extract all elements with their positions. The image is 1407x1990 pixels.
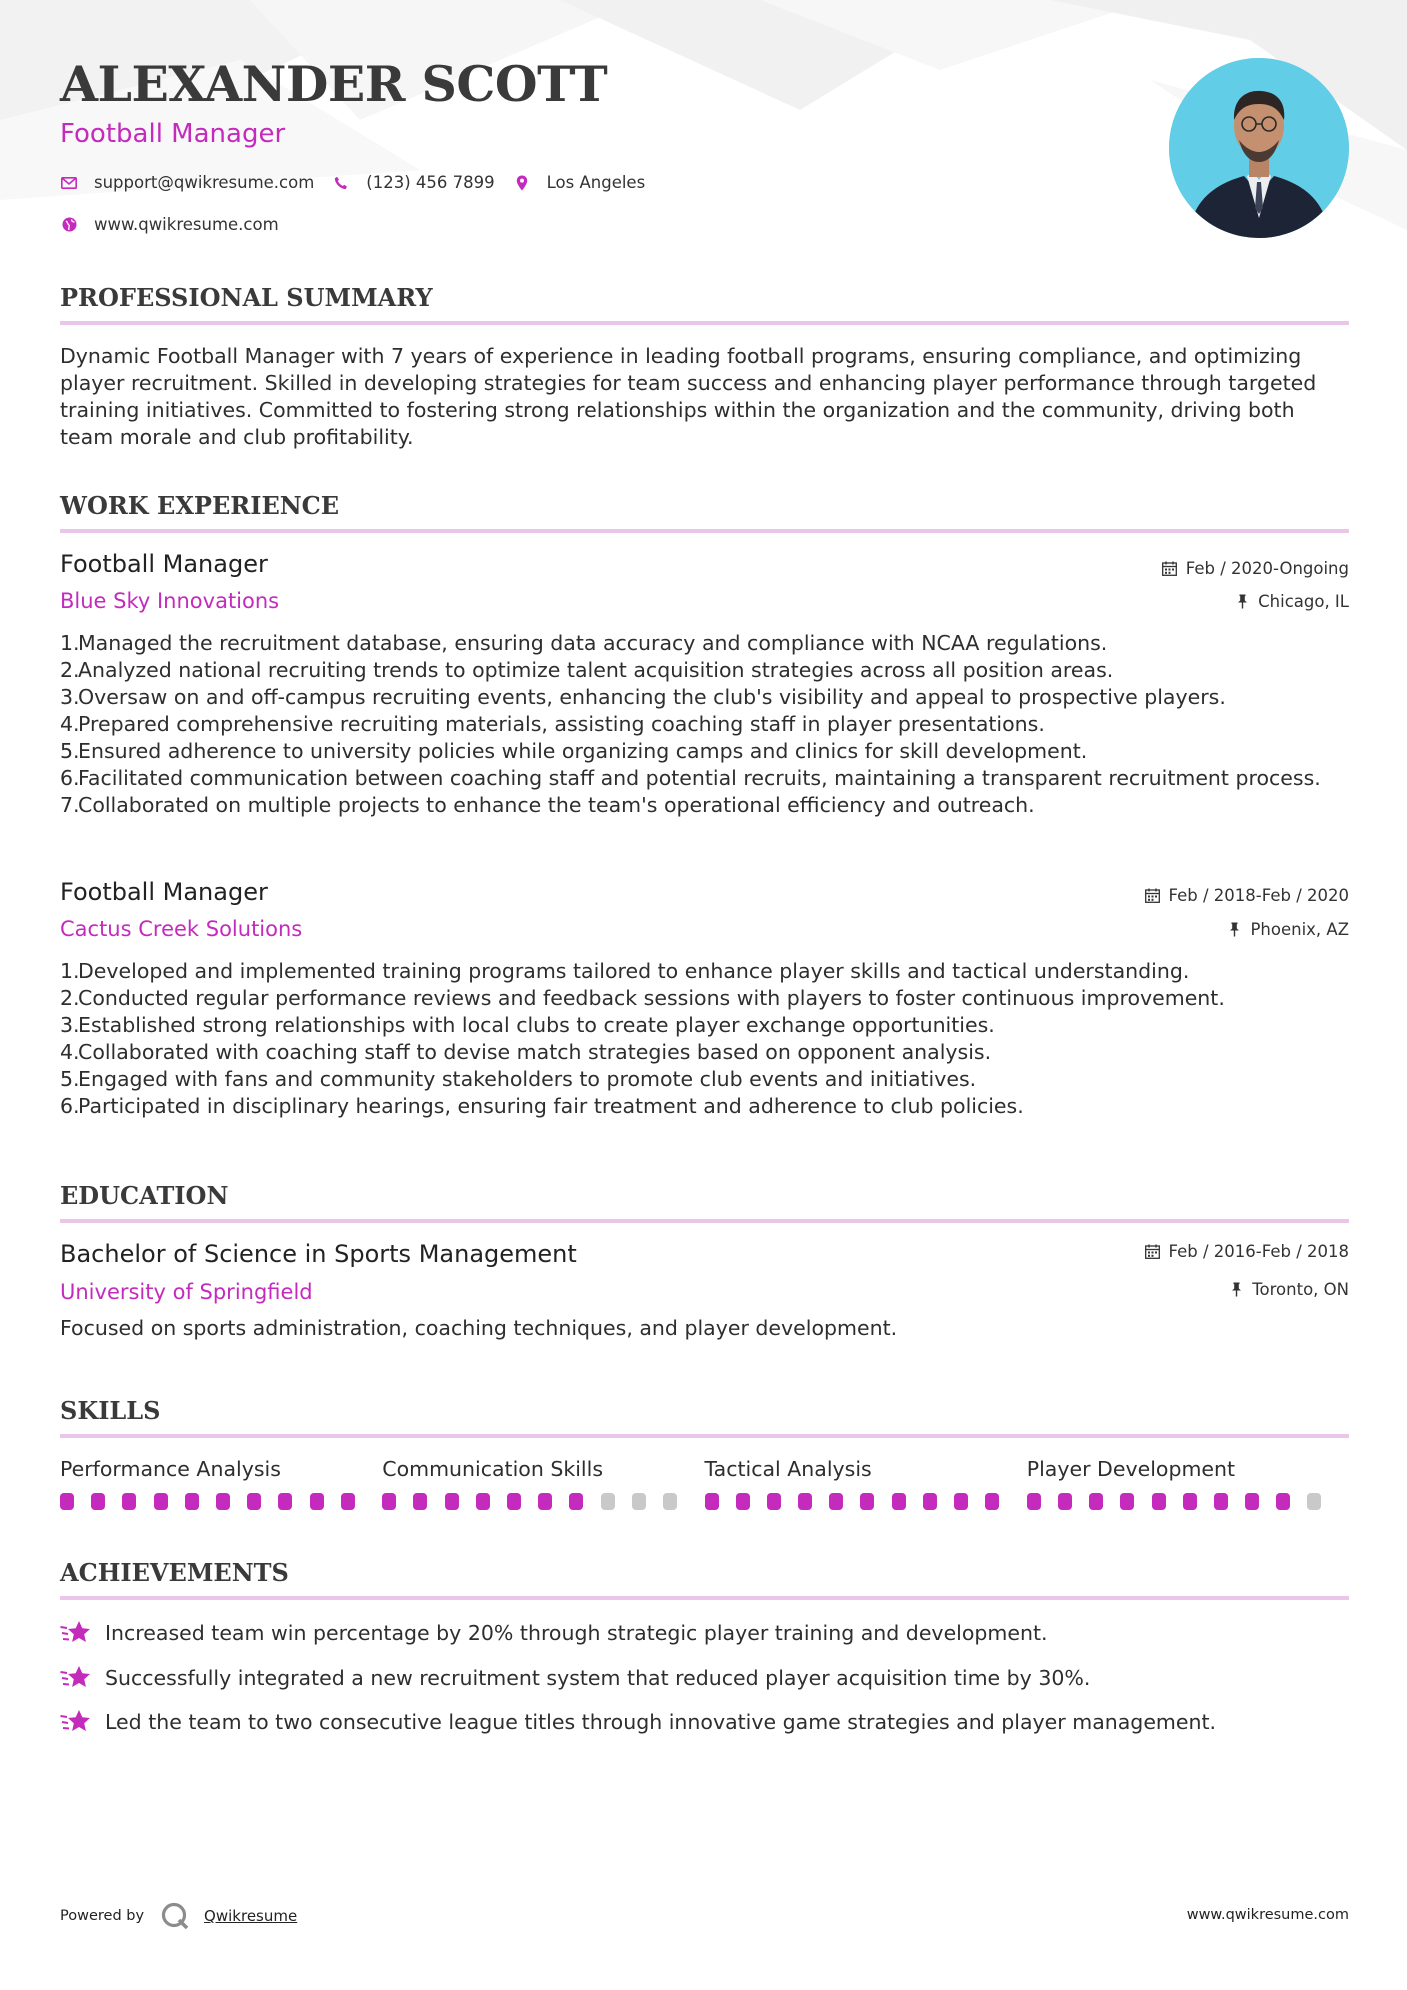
school-name: University of Springfield — [60, 1280, 313, 1304]
skill-dot-filled — [1089, 1493, 1103, 1510]
star-achievement-icon — [60, 1619, 92, 1647]
pushpin-icon — [1228, 1282, 1244, 1298]
education-heading: EDUCATION — [60, 1181, 229, 1210]
job-location — [1226, 920, 1349, 939]
skill-dot-filled — [954, 1493, 968, 1510]
job-company: Cactus Creek Solutions — [60, 917, 303, 941]
education-location — [1228, 1280, 1349, 1299]
job-date-text: Feb / 2018-Feb / 2020 — [1168, 886, 1349, 905]
duty-item: 3. Oversaw on and off-campus recruiting events, enhancing the club's visibility and appeal to prospective players. — [60, 685, 1226, 709]
powered-by-label: Powered by — [60, 1908, 145, 1924]
skill-name: Communication Skills — [382, 1457, 603, 1481]
skill-dot-empty — [663, 1493, 677, 1510]
qwikresume-link[interactable]: Qwikresume — [204, 1907, 298, 1925]
skill-dot-filled — [538, 1493, 552, 1510]
skill-dot-filled — [1214, 1493, 1228, 1510]
skill-dot-filled — [860, 1493, 874, 1510]
skill-dot-filled — [382, 1493, 396, 1510]
job-company: Blue Sky Innovations — [60, 589, 280, 613]
duty-item: 2. Conducted regular performance reviews and feedback sessions with players to foster continuous improvement. — [60, 986, 1225, 1010]
skills-divider — [60, 1434, 1349, 1438]
skill-dot-filled — [892, 1493, 906, 1510]
skill-dot-filled — [278, 1493, 292, 1510]
education-divider — [60, 1219, 1349, 1223]
skill-dot-filled — [476, 1493, 490, 1510]
skill-dot-filled — [1120, 1493, 1134, 1510]
skill-dot-filled — [798, 1493, 812, 1510]
summary-divider — [60, 321, 1349, 325]
pushpin-icon — [1226, 922, 1242, 938]
job-duties — [60, 630, 1349, 819]
skill-dot-filled — [185, 1493, 199, 1510]
job-title: Football Manager — [60, 550, 268, 578]
education-date — [1145, 1242, 1349, 1261]
phone-item[interactable] — [332, 173, 494, 192]
candidate-name: ALEXANDER SCOTT — [60, 55, 608, 113]
skill-dot-filled — [923, 1493, 937, 1510]
globe-icon — [60, 216, 78, 234]
skill-name: Tactical Analysis — [704, 1457, 872, 1481]
calendar-icon — [1145, 1244, 1161, 1260]
candidate-title: Football Manager — [60, 119, 286, 149]
job-date-text: Feb / 2020-Ongoing — [1185, 559, 1349, 578]
education-date-text: Feb / 2016-Feb / 2018 — [1168, 1242, 1349, 1261]
skill-dot-filled — [247, 1493, 261, 1510]
achievement-text: Increased team win percentage by 20% through strategic player training and development. — [105, 1621, 1048, 1645]
achievement-item — [60, 1619, 1048, 1647]
achievements-divider — [60, 1596, 1349, 1600]
skill-rating — [1027, 1493, 1349, 1510]
degree-title: Bachelor of Science in Sports Management — [60, 1240, 577, 1268]
achievement-text: Successfully integrated a new recruitment system that reduced player acquisition time by 30%. — [105, 1666, 1091, 1690]
skill-dot-filled — [216, 1493, 230, 1510]
skill-item — [60, 1457, 382, 1510]
skill-dot-filled — [507, 1493, 521, 1510]
skill-dot-filled — [736, 1493, 750, 1510]
skill-dot-filled — [829, 1493, 843, 1510]
skill-dot-filled — [569, 1493, 583, 1510]
experience-divider — [60, 529, 1349, 533]
duty-item: 6. Participated in disciplinary hearings, ensuring fair treatment and adherence to club policies. — [60, 1094, 1024, 1118]
location-item — [513, 173, 646, 192]
duty-item: 1. Managed the recruitment database, ensuring data accuracy and compliance with NCAA regulations. — [60, 631, 1108, 655]
footer-website[interactable]: www.qwikresume.com — [1186, 1907, 1349, 1923]
phone-icon — [332, 174, 350, 192]
achievement-item — [60, 1708, 1216, 1736]
skill-dot-filled — [1027, 1493, 1041, 1510]
skill-dot-filled — [1152, 1493, 1166, 1510]
skills-grid — [60, 1457, 1349, 1510]
skill-dot-filled — [985, 1493, 999, 1510]
calendar-icon — [1145, 888, 1161, 904]
website-text: www.qwikresume.com — [94, 215, 279, 234]
experience-heading: WORK EXPERIENCE — [60, 491, 340, 520]
skill-dot-filled — [91, 1493, 105, 1510]
job-location-text: Phoenix, AZ — [1250, 920, 1349, 939]
skill-dot-filled — [310, 1493, 324, 1510]
achievement-text: Led the team to two consecutive league titles through innovative game strategies and player management. — [105, 1710, 1217, 1734]
skill-dot-empty — [601, 1493, 615, 1510]
duty-item: 5. Ensured adherence to university policies while organizing camps and clinics for skill development. — [60, 739, 1088, 763]
website-item[interactable] — [60, 215, 279, 234]
skill-dot-filled — [60, 1493, 74, 1510]
skill-dot-filled — [341, 1493, 355, 1510]
calendar-icon — [1162, 561, 1178, 577]
skill-rating — [705, 1493, 1027, 1510]
profile-photo — [1169, 58, 1349, 238]
duty-item: 3. Established strong relationships with local clubs to create player exchange opportunities. — [60, 1013, 995, 1037]
summary-heading: PROFESSIONAL SUMMARY — [60, 283, 433, 312]
job-date — [1145, 886, 1349, 905]
duty-item: 5. Engaged with fans and community stakeholders to promote club events and initiatives. — [60, 1067, 977, 1091]
skill-dot-empty — [1307, 1493, 1321, 1510]
duty-item: 7. Collaborated on multiple projects to enhance the team's operational efficiency and outreach. — [60, 793, 1035, 817]
skill-dot-filled — [413, 1493, 427, 1510]
education-location-text: Toronto, ON — [1252, 1280, 1349, 1299]
phone-text: (123) 456 7899 — [366, 173, 495, 192]
job-location — [1234, 592, 1349, 611]
duty-item: 1. Developed and implemented training programs tailored to enhance player skills and tactical understanding. — [60, 959, 1190, 983]
skill-dot-filled — [1058, 1493, 1072, 1510]
skill-dot-filled — [154, 1493, 168, 1510]
website-row — [60, 215, 297, 234]
skill-dot-filled — [122, 1493, 136, 1510]
job-title: Football Manager — [60, 878, 268, 906]
skill-item — [382, 1457, 704, 1510]
education-description: Focused on sports administration, coaching techniques, and player development. — [60, 1316, 898, 1340]
skill-dot-filled — [1245, 1493, 1259, 1510]
job-date — [1162, 559, 1349, 578]
achievement-item — [60, 1664, 1090, 1692]
duty-item: 2. Analyzed national recruiting trends to optimize talent acquisition strategies across all position areas. — [60, 658, 1114, 682]
duty-item: 4. Collaborated with coaching staff to devise match strategies based on opponent analysis. — [60, 1040, 992, 1064]
skill-dot-filled — [1183, 1493, 1197, 1510]
footer-powered-by — [60, 1901, 297, 1931]
job-location-text: Chicago, IL — [1258, 592, 1349, 611]
map-pin-icon — [513, 174, 531, 192]
email-text: support@qwikresume.com — [94, 173, 315, 192]
envelope-icon — [60, 174, 78, 192]
qwikresume-logo-icon — [160, 1901, 190, 1931]
achievements-heading: ACHIEVEMENTS — [60, 1558, 289, 1587]
skill-item — [1027, 1457, 1349, 1510]
email-item[interactable] — [60, 173, 314, 192]
skill-dot-filled — [445, 1493, 459, 1510]
skills-heading: SKILLS — [60, 1396, 161, 1425]
star-achievement-icon — [60, 1708, 92, 1736]
skill-dot-filled — [767, 1493, 781, 1510]
skill-dot-empty — [632, 1493, 646, 1510]
skill-dot-filled — [1276, 1493, 1290, 1510]
pushpin-icon — [1234, 594, 1250, 610]
summary-text: Dynamic Football Manager with 7 years of experience in leading football programs, ensuring compliance, and optimizing player recruitment. Skilled in developing strategies for team success and enhancing player performance through targeted training initiatives. Committed to fostering strong relationships within the organization and the community, driving both team morale and club profitability. — [60, 344, 1317, 449]
star-achievement-icon — [60, 1664, 92, 1692]
duty-item: 6. Facilitated communication between coaching staff and potential recruits, maintaining a transparent recruitment process. — [60, 766, 1321, 790]
skill-rating — [382, 1493, 704, 1510]
skill-item — [705, 1457, 1027, 1510]
skill-name: Player Development — [1026, 1457, 1236, 1481]
duty-item: 4. Prepared comprehensive recruiting materials, assisting coaching staff in player presentations. — [60, 712, 1045, 736]
skill-name: Performance Analysis — [60, 1457, 281, 1481]
contact-row — [60, 173, 663, 192]
job-duties — [60, 958, 1349, 1120]
skill-dot-filled — [705, 1493, 719, 1510]
location-text: Los Angeles — [546, 173, 646, 192]
skill-rating — [60, 1493, 382, 1510]
